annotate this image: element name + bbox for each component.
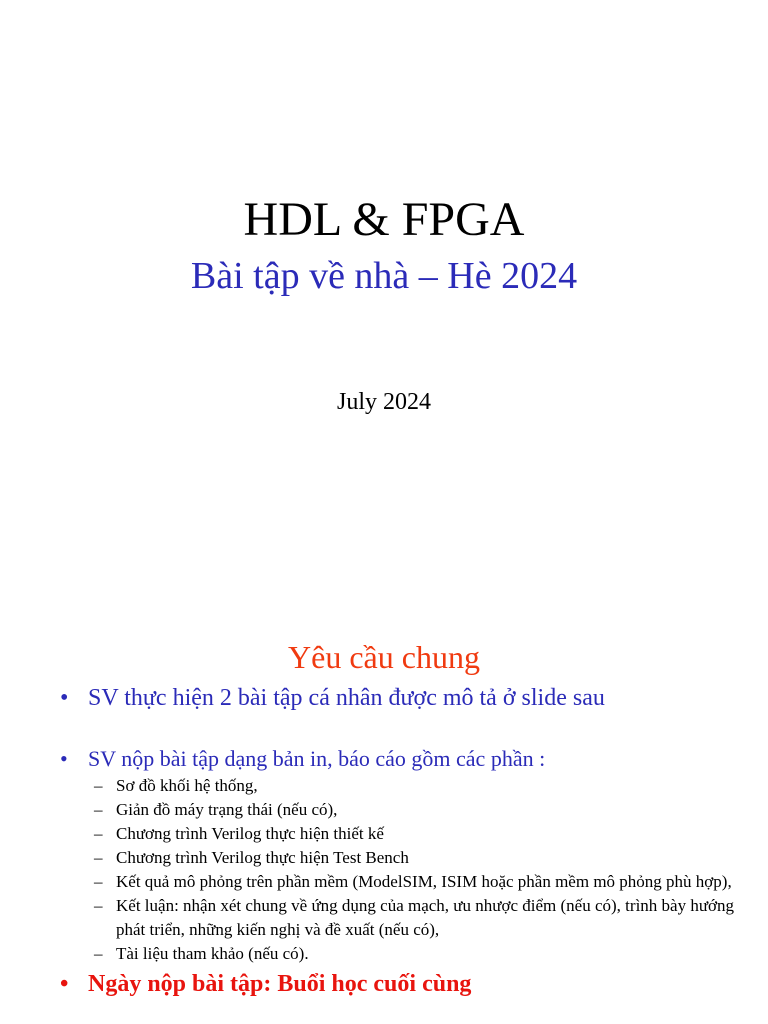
list-item [88,870,736,894]
list-item [56,744,736,966]
dash-icon: – [94,848,103,867]
report-sections-list [88,774,736,966]
requirements-heading: Yêu cầu chung [288,639,480,675]
slide-date: July 2024 [336,389,431,415]
list-item [56,968,736,1000]
sub-item-text: Giản đồ máy trạng thái (nếu có), [116,800,338,819]
list-item [88,942,736,966]
sub-item-text: Chương trình Verilog thực hiện Test Bench [116,848,409,867]
dash-icon: – [94,896,103,915]
deadline-text: Ngày nộp bài tập: Buổi học cuối cùng [88,971,472,997]
slide-subtitle: Bài tập về nhà – Hè 2024 [190,255,578,297]
bullet-icon: • [60,685,69,711]
sub-item-text: Kết luận: nhận xét chung về ứng dụng của mạch, ưu nhược điểm (nếu có), trình bày hướng phát triển, những kiến nghị và đề xuất (nếu có), [116,896,735,939]
list-item [88,846,736,870]
dash-icon: – [94,824,103,843]
bullet-icon: • [60,971,69,997]
list-item [88,798,736,822]
sub-item-text: Tài liệu tham khảo (nếu có). [116,944,309,963]
list-item [88,774,736,798]
slide-title: HDL & FPGA [243,193,525,246]
list-item [88,822,736,846]
dash-icon: – [94,944,103,963]
dash-icon: – [94,800,103,819]
bullet-text: SV nộp bài tập dạng bản in, báo cáo gồm các phần : [88,746,546,771]
requirements-slide [0,570,768,1024]
sub-item-text: Sơ đồ khối hệ thống, [116,776,258,795]
dash-icon: – [94,776,103,795]
sub-item-text: Chương trình Verilog thực hiện thiết kế [116,824,384,843]
bullet-icon: • [60,746,68,771]
list-item [56,682,736,714]
list-item [88,894,736,942]
bullet-text: SV thực hiện 2 bài tập cá nhân được mô tả ở slide sau [88,685,605,711]
sub-item-text: Kết quả mô phỏng trên phần mềm (ModelSIM, ISIM hoặc phần mềm mô phỏng phù hợp), [116,872,732,891]
dash-icon: – [94,872,103,891]
requirements-list [56,682,736,1000]
